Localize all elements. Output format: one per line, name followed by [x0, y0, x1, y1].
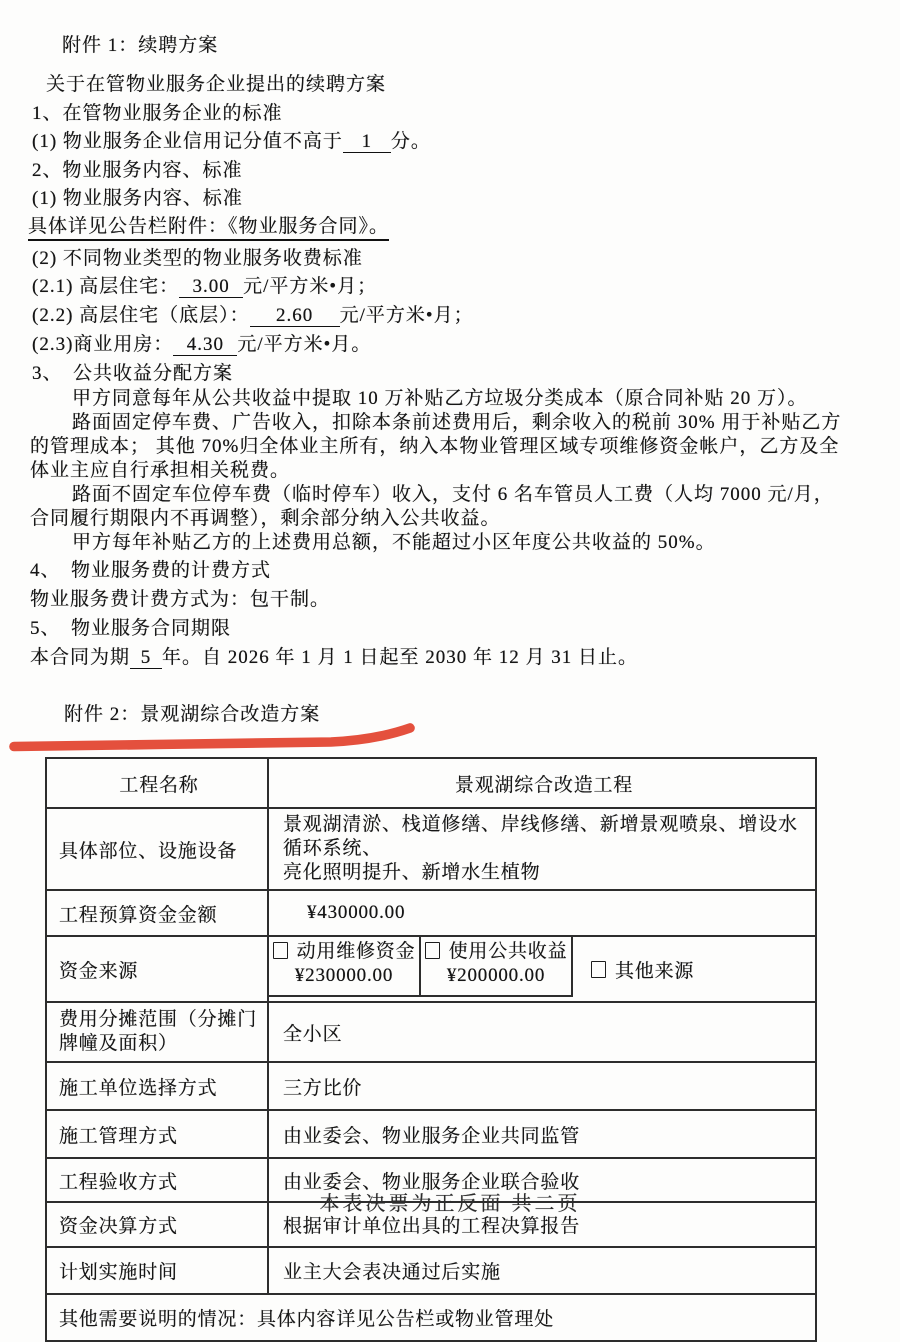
row-value: 根据审计单位出具的工程决算报告	[268, 1202, 816, 1247]
row-value: 由业委会、物业服务企业共同监管	[268, 1110, 816, 1158]
attachment1-clauses	[28, 103, 900, 384]
fee1-blank: 3.00	[179, 278, 243, 298]
funding-option-repair-fund	[269, 937, 421, 997]
clause1-item	[32, 132, 900, 153]
funding-option-label: 其他来源	[615, 960, 695, 982]
row-value	[268, 808, 816, 890]
funding-option-label: 动用维修资金	[296, 941, 416, 962]
clause1-item-suffix: 分。	[390, 131, 431, 152]
para-subsidy-cap: 甲方每年补贴乙方的上述费用总额，不能超过小区年度公共收益的 50%。	[72, 532, 716, 553]
funding-option-other	[573, 937, 815, 1001]
fee2-blank: 2.60	[250, 307, 340, 327]
fee1-unit: 元/平方米•月；	[243, 276, 378, 297]
table-row-scope	[46, 808, 816, 890]
notice-underlined-text: 具体详见公告栏附件：《物业服务合同》。	[28, 217, 389, 241]
credit-score-blank: 1	[343, 133, 391, 153]
fee-line-highrise	[32, 277, 900, 298]
scope-line-2: 亮化照明提升、新增水生植物	[283, 862, 541, 883]
fee3-unit: 元/平方米•月。	[237, 334, 372, 355]
checkbox-icon	[425, 942, 440, 959]
row-label: 工程预算资金金额	[46, 890, 268, 936]
row-label: 具体部位、设施设备	[46, 808, 268, 890]
scope-line-1: 景观湖清淤、栈道修缮、岸线修缮、新增景观喷泉、增设水循环系统、	[283, 814, 798, 859]
clause1-item-text: (1) 物业服务企业信用记分值不高于	[32, 131, 343, 152]
para-temp-parking-2: 合同履行期限内不再调整），剩余部分纳入公共收益。	[30, 508, 501, 529]
attachment1-title: 附件 1：续聘方案	[62, 35, 219, 56]
row-label: 工程验收方式	[46, 1158, 268, 1202]
fee3-blank: 4.30	[173, 336, 237, 356]
funding-option-public-income	[421, 937, 573, 997]
funding-option-label: 使用公共收益	[448, 941, 568, 962]
row-label: 施工管理方式	[46, 1110, 268, 1158]
row-label: 施工单位选择方式	[46, 1062, 268, 1110]
renovation-plan-table	[45, 757, 817, 1342]
clause3-paragraphs	[30, 389, 900, 669]
table-row-project-name	[46, 758, 816, 808]
fee1-text: (2.1) 高层住宅：	[32, 276, 180, 297]
clause4-text: 物业服务费计费方式为：包干制。	[30, 589, 331, 610]
label-line-1: 费用分摊范围（分摊门	[59, 1009, 258, 1030]
funding-option-amount: ¥230000.00	[294, 965, 394, 986]
clause4-heading: 4、 物业服务费的计费方式	[30, 560, 272, 581]
term-years-blank: 5	[130, 649, 162, 669]
row-value: 三方比价	[268, 1062, 816, 1110]
row-value: ¥430000.00	[268, 890, 816, 936]
row-value: 景观湖综合改造工程	[268, 758, 816, 808]
fee-line-highrise-ground	[32, 306, 900, 327]
clause2-item2: (2) 不同物业类型的物业服务收费标准	[32, 248, 363, 269]
table-row-contractor-selection	[46, 1062, 816, 1110]
attachment2-title: 附件 2：景观湖综合改造方案	[64, 704, 321, 725]
table-row-other-notes	[46, 1294, 816, 1341]
row-value: 业主大会表决通过后实施	[268, 1247, 816, 1294]
para-parking-ads-2: 的管理成本； 其他 70%归全体业主所有，纳入本物业管理区域专项维修资金帐户，乙方及全	[30, 436, 840, 457]
row-label: 工程名称	[46, 758, 268, 808]
scanned-document-page	[0, 30, 900, 1330]
clause2-item1: (1) 物业服务内容、标准	[32, 188, 243, 209]
table-row-budget	[46, 890, 816, 936]
funding-options	[269, 937, 815, 1001]
row-value	[268, 936, 816, 1002]
para-parking-ads-3: 体业主应自行承担相关税费。	[30, 460, 291, 481]
table-row-construction-management	[46, 1110, 816, 1158]
fee3-text: (2.3)商业用房：	[32, 334, 174, 355]
fee2-text: (2.2) 高层住宅（底层）：	[32, 305, 250, 326]
para-parking-ads-1: 路面固定停车费、广告收入，扣除本条前述费用后，剩余收入的税前 30% 用于补贴乙方	[72, 412, 842, 433]
checkbox-icon	[591, 961, 606, 978]
clause2-heading: 2、物业服务内容、标准	[32, 160, 243, 181]
clause1-heading: 1、在管物业服务企业的标准	[32, 103, 283, 124]
row-value: 全小区	[268, 1002, 816, 1062]
fee-line-commercial	[32, 335, 900, 356]
term-dates: 年。自 2026 年 1 月 1 日起至 2030 年 12 月 31 日止。	[162, 647, 639, 668]
term-text: 本合同为期	[30, 647, 131, 668]
para-subsidy: 甲方同意每年从公共收益中提取 10 万补贴乙方垃圾分类成本（原合同补贴 20 万）。	[72, 388, 808, 409]
clipped-footer-text: 本表决票为正反面 共二页	[319, 1193, 581, 1215]
para-temp-parking-1: 路面不固定车位停车费（临时停车）收入，支付 6 名车管员人工费（人均 7000 元/月，	[72, 484, 834, 505]
intro-line: 关于在管物业服务企业提出的续聘方案	[46, 74, 387, 95]
row-full-text: 其他需要说明的情况：具体内容详见公告栏或物业管理处	[46, 1294, 816, 1341]
clause5-heading: 5、 物业服务合同期限	[30, 618, 232, 639]
notice-line	[28, 216, 900, 241]
fee2-unit: 元/平方米•月；	[339, 305, 474, 326]
row-label: 计划实施时间	[46, 1247, 268, 1294]
row-value: 由业委会、物业服务企业联合验收	[268, 1158, 816, 1202]
clause3-heading: 3、 公共收益分配方案	[32, 363, 234, 384]
table-row-funding-source	[46, 936, 816, 1002]
attachment2-section	[0, 699, 900, 1342]
clause5-term-line	[30, 648, 900, 669]
row-label: 资金决算方式	[46, 1202, 268, 1247]
label-line-2: 牌幢及面积）	[59, 1033, 178, 1054]
checkbox-icon	[273, 942, 288, 959]
table-row-cost-sharing	[46, 1002, 816, 1062]
row-label	[46, 1002, 268, 1062]
row-label: 资金来源	[46, 936, 268, 1002]
table-row-schedule	[46, 1247, 816, 1294]
funding-option-amount: ¥200000.00	[446, 965, 546, 986]
